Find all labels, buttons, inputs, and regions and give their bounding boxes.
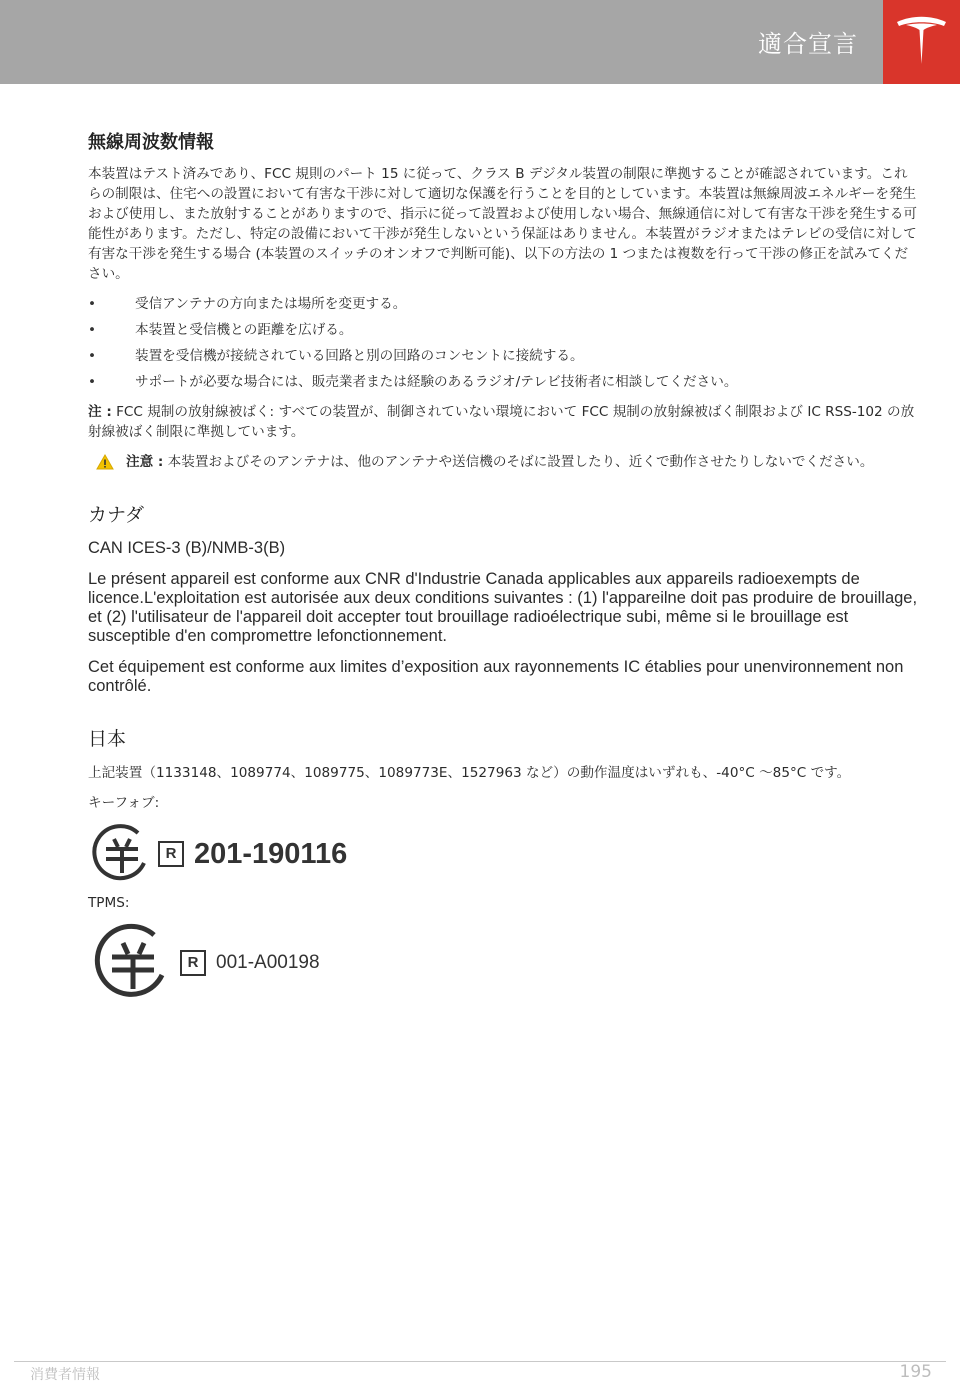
brand-logo [883, 0, 960, 84]
main-content [88, 128, 918, 1011]
footer-section-label: 消費者情報 [30, 1367, 100, 1383]
page-header [0, 0, 960, 84]
tpms-cert-code: 001-A00198 [216, 952, 320, 973]
note-label: 注 : [88, 404, 112, 420]
warning-icon [96, 454, 114, 470]
caution-block [88, 452, 918, 472]
footer-divider [14, 1361, 946, 1362]
rf-heading: 無線周波数情報 [88, 132, 214, 153]
canada-paragraph-1: Le présent appareil est conforme aux CNR d'Industrie Canada applicables aux appareils radioexempts de licence.L'exploitation est autorisée aux deux conditions suivantes : (1) l'appareilne doit pas produire de brouillage, et (2) l'utilisateur de l'appareil doit accepter tout brouillage radioélectrique subi, même si le brouillage est susceptible d'en compromettre lefonctionnement. [88, 570, 918, 645]
registered-r-box: R [180, 950, 206, 976]
list-item: • サポートが必要な場合には、販売業者または経験のあるラジオ/テレビ技術者に相談してください。 [88, 372, 918, 392]
caution-label: 注意 : [126, 454, 164, 470]
caution-text [126, 452, 918, 472]
keyfob-cert-mark [90, 823, 918, 885]
tpms-label: TPMS: [88, 895, 130, 911]
rf-bullet-list [88, 294, 918, 392]
fcc-note [88, 402, 918, 442]
caution-body: 本装置およびそのアンテナは、他のアンテナや送信機のそばに設置したり、近くで動作させたりしないでください。 [163, 454, 874, 470]
rf-paragraph: 本装置はテスト済みであり、FCC 規則のパート 15 に従って、クラス B デジタル装置の制限に準拠することが確認されています。これらの制限は、住宅への設置において有害な干渉に対して適切な保護を行うことを目的としています。本装置は無線周波エネルギーを発生および使用し、また放射することがありますので、指示に従って設置および使用しない場合、無線通信に対して有害な干渉を発生する可能性があります。ただし、特定の設備において干渉が発生しないという保証はありません。本装置がラジオまたはテレビの受信に対して有害な干渉を発生する場合 (本装置のスイッチのオンオフで判断可能)、以下の方法の 1 つまたは複数を行って干渉の修正を試みてください。 [88, 166, 917, 282]
list-item: • 受信アンテナの方向または場所を変更する。 [88, 294, 918, 314]
japan-heading: 日本 [88, 728, 127, 750]
list-item: • 本装置と受信機との距離を広げる。 [88, 320, 918, 340]
page-number: 195 [899, 1362, 932, 1382]
japan-paragraph: 上記装置（1133148、1089774、1089775、1089773E、1527963 など）の動作温度はいずれも、-40°C ～85°C です。 [88, 765, 851, 781]
page-title: 適合宣言 [758, 30, 858, 58]
japan-section [88, 724, 918, 1003]
canada-paragraph-2: Cet équipement est conforme aux limites d’exposition aux rayonnements IC établies pour unenvironnement non contrôlé. [88, 658, 904, 695]
list-item: • 装置を受信機が接続されている回路と別の回路のコンセントに接続する。 [88, 346, 918, 366]
tesla-logo-icon [894, 16, 949, 68]
keyfob-label: キーフォブ: [88, 795, 160, 811]
keyfob-cert-code: 201-190116 [194, 837, 348, 870]
registered-r-box: R [158, 841, 184, 867]
tpms-cert-mark [90, 923, 918, 1003]
canada-ices-line: CAN ICES-3 (B)/NMB-3(B) [88, 539, 286, 557]
giteki-mark-icon [90, 923, 174, 1003]
canada-section [88, 500, 918, 696]
giteki-mark-icon [90, 823, 152, 885]
note-text: FCC 規制の放射線被ばく: すべての装置が、制御されていない環境において FCC 規制の放射線被ばく制限および IC RSS-102 の放射線被ばく制限に準拠しています。 [88, 404, 915, 440]
canada-heading: カナダ [88, 504, 145, 526]
